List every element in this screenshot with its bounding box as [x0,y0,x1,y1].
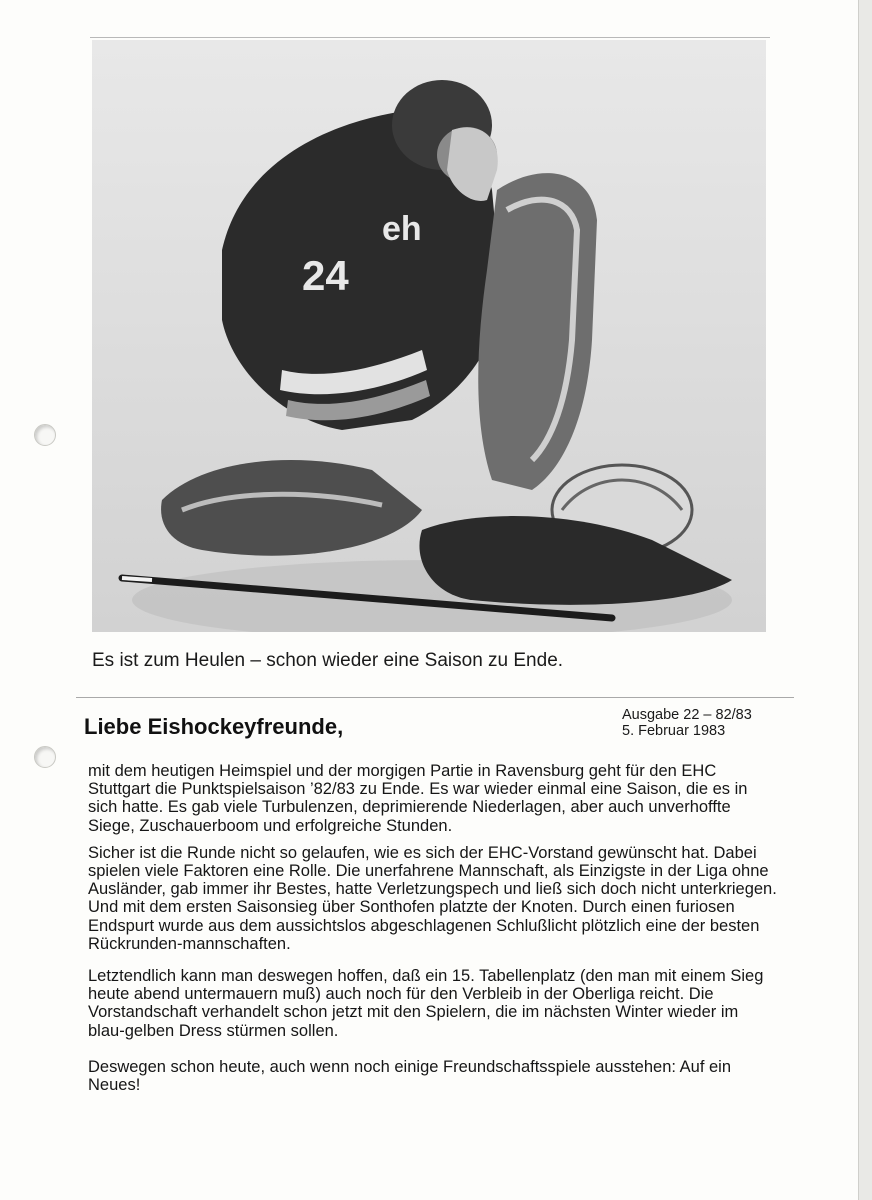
paragraph: Deswegen schon heute, auch wenn noch einige Freundschaftsspiele ausstehen: Auf ein Neues! [88,1057,732,1095]
punch-hole [34,424,56,446]
section-divider [76,697,794,698]
issue-number: Ausgabe 22 – 82/83 [622,707,752,723]
goalie-photo [92,40,766,632]
letter-body [88,762,778,1103]
photo-caption: Es ist zum Heulen – schon wieder eine Saison zu Ende. [92,650,564,671]
jersey-text: eh [382,210,422,248]
issue-info [622,707,792,739]
greeting-heading: Liebe Eishockeyfreunde, [84,714,344,739]
goalie-photo-illustration [92,40,766,632]
paragraph: Sicher ist die Runde nicht so gelaufen, wie es sich der EHC-Vorstand gewünscht hat. Dabei spielen viele Faktoren eine Rolle. Die unerfahrene Mannschaft, als Einzigste in der Liga ohne Ausländer, gab immer ihr Bestes, hatte Verletzungspech und ließ sich doch nicht unterkriegen. Und mit dem ersten Saisonsieg über Sonthofen platzte der Knoten. Durch einen furiosen Endspurt wurde aus dem aussichtslos abgeschlagenen Schlußlicht plötzlich eine der besten Rückrunden-mannschaften. [88,843,777,953]
paragraph: Letztendlich kann man deswegen hoffen, daß ein 15. Tabellenplatz (den man mit einem Sieg heute abend untermauern muß) auch noch für den Verbleib in der Oberliga reicht. Die Vorstandschaft verhandelt schon jetzt mit den Spielern, die im nächsten Winter wieder im blau-gelben Dress stürmen sollen. [88,967,764,1040]
jersey-number: 24 [302,252,349,299]
page-edge [858,0,872,1200]
issue-date: 5. Februar 1983 [622,723,726,739]
punch-hole [34,746,56,768]
top-rule [90,37,770,38]
paragraph: mit dem heutigen Heimspiel und der morgigen Partie in Ravensburg geht für den EHC Stuttgart die Punktspielsaison ’82/83 zu Ende. Es war wieder einmal eine Saison, die es in sich hatte. Es gab viele Turbulenzen, deprimierende Niederlagen, aber auch unverhoffte Siege, Zuschauerboom und erfolgreiche Stunden. [88,762,748,835]
